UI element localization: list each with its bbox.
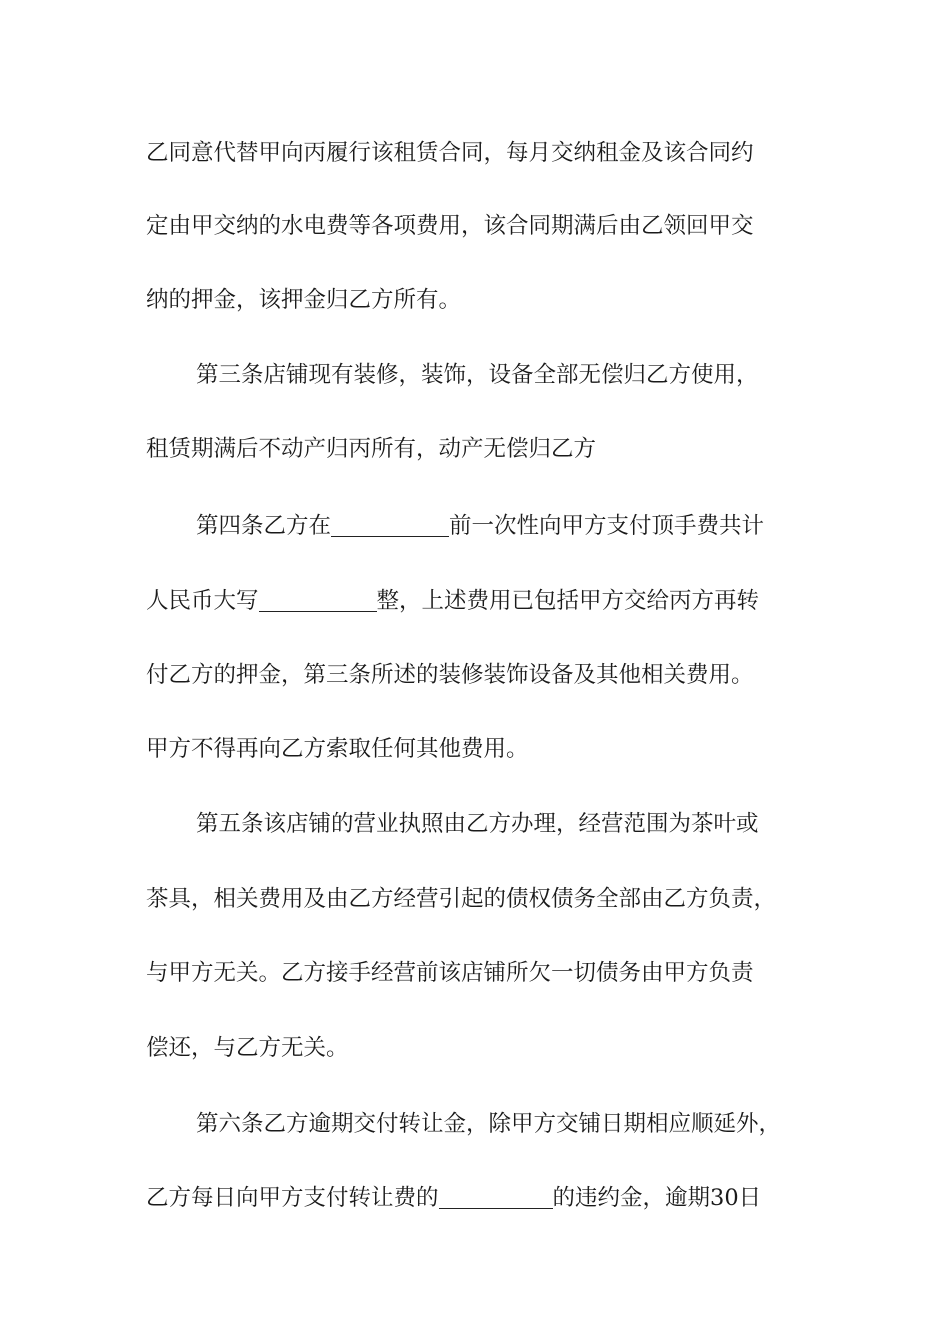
text-segment: 的违约金，逾期30日 (552, 1185, 762, 1211)
text-line: 茶具，相关费用及由乙方经营引起的债权债务全部由乙方负责， (146, 886, 777, 912)
paragraph-article-6-start: 第六条乙方逾期交付转让金，除甲方交铺日期相应顺延外， (196, 1111, 782, 1137)
text-line: 乙同意代替甲向丙履行该租赁合同，每月交纳租金及该合同约 (146, 140, 754, 166)
text-segment: 乙方每日向甲方支付转让费的 (146, 1185, 439, 1211)
text-line: 纳的押金，该押金归乙方所有。 (146, 287, 462, 313)
fill-in-blank-rate[interactable] (439, 1182, 553, 1209)
text-line: 定由甲交纳的水电费等各项费用，该合同期满后由乙领回甲交 (146, 213, 754, 239)
fill-in-blank-amount[interactable] (259, 585, 377, 612)
paragraph-article-5-start: 第五条该店铺的营业执照由乙方办理，经营范围为茶叶或 (196, 811, 759, 837)
text-segment: 人民币大写 (146, 588, 259, 614)
text-line: 偿还，与乙方无关。 (146, 1035, 349, 1061)
text-line: 甲方不得再向乙方索取任何其他费用。 (146, 736, 529, 762)
text-line: 与甲方无关。乙方接手经营前该店铺所欠一切债务由甲方负责 (146, 960, 754, 986)
paragraph-article-3-start: 第三条店铺现有装修，装饰，设备全部无偿归乙方使用， (196, 362, 759, 388)
text-line (146, 583, 846, 619)
text-line (146, 1180, 846, 1216)
paragraph-article-4-start (196, 508, 896, 544)
fill-in-blank-date[interactable] (331, 510, 449, 537)
text-line: 租赁期满后不动产归丙所有，动产无偿归乙方 (146, 436, 597, 462)
text-segment: 第四条乙方在 (196, 513, 332, 539)
text-line: 付乙方的押金，第三条所述的装修装饰设备及其他相关费用。 (146, 662, 754, 688)
text-segment: 整，上述费用已包括甲方交给丙方再转 (376, 588, 760, 614)
text-segment: 前一次性向甲方支付顶手费共计 (449, 513, 765, 539)
